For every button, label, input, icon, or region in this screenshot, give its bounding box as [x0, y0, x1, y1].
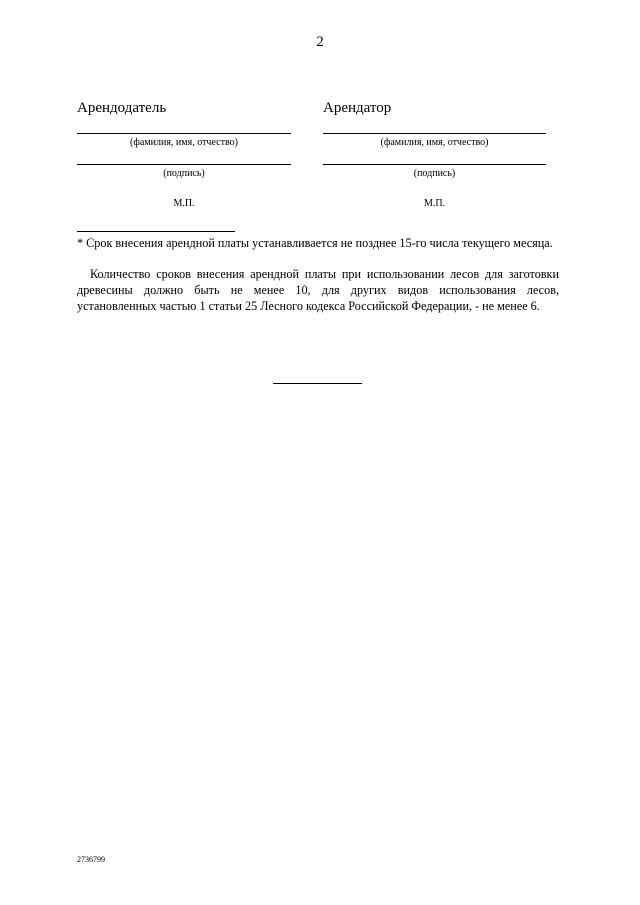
end-of-document-rule: [273, 383, 362, 384]
footnote-separator: [77, 231, 235, 232]
landlord-signature-caption: (подпись): [163, 168, 205, 179]
document-code: 2736799: [77, 855, 105, 864]
tenant-name-line: [323, 133, 546, 134]
tenant-stamp-label: М.П.: [423, 198, 446, 209]
tenant-name-caption: (фамилия, имя, отчество): [380, 137, 489, 148]
landlord-stamp-label: М.П.: [173, 198, 195, 209]
page-number: 2: [316, 34, 324, 50]
footnote-payment-deadline: * Срок внесения арендной платы устанавливается не позднее 15-го числа текущего месяца.: [77, 236, 553, 250]
footnote-payment-count: Количество сроков внесения арендной платы при использовании лесов для заготовки древесины должно быть не менее 10, для других видов использования лесов, установленных частью 1 статьи 25 Лесного кодекса Российской Федерации, - не менее 6.: [77, 267, 559, 313]
landlord-name-caption: (фамилия, имя, отчество): [130, 137, 238, 148]
landlord-signature-line: [77, 164, 291, 165]
landlord-title: Арендодатель: [77, 100, 167, 116]
tenant-title: Арендатор: [323, 100, 392, 116]
landlord-name-line: [77, 133, 291, 134]
tenant-signature-line: [323, 164, 546, 165]
tenant-signature-caption: (подпись): [413, 168, 456, 179]
